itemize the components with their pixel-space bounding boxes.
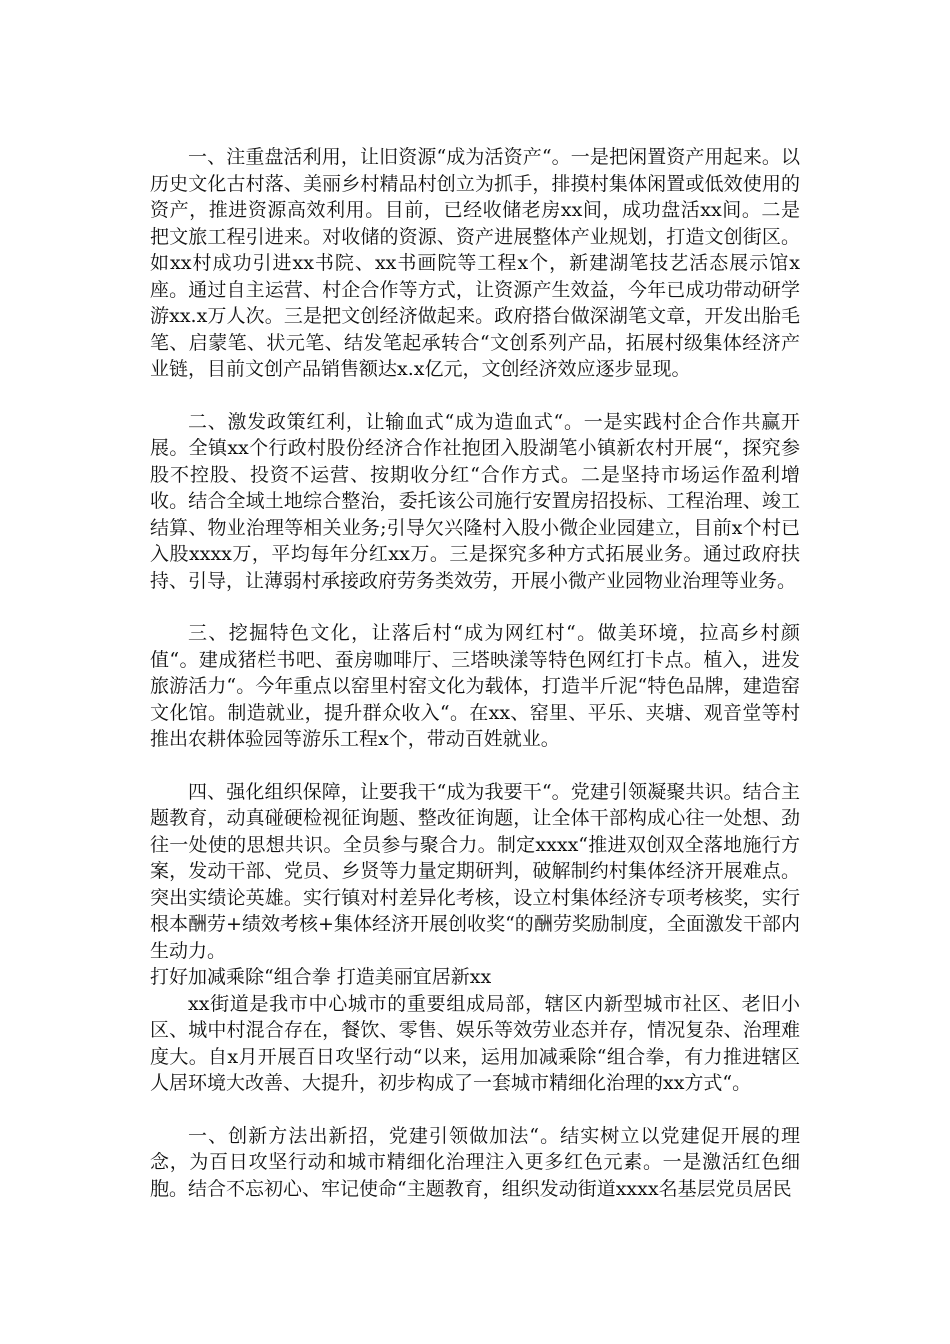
paragraph-characteristic-culture: 三、挖掘特色文化，让落后村“成为网红村“。做美环境，拉高乡村颜值“。建成猪栏书吧、蚕房咖啡厅、三塔映漾等特色网红打卡点。植入，进发旅游活力“。今年重点以窑里村窑文化为载体，打造半斤泥“特色品牌，建造窑文化馆。制造就业，提升群众收入“。在xx、窑里、平乐、夹塘、观音堂等村推出农耕体验园等游乐工程x个，带动百姓就业。 [150, 622, 800, 750]
paragraph-street-intro: xx街道是我市中心城市的重要组成局部，辖区内新型城市社区、老旧小区、城中村混合存在，餐饮、零售、娱乐等效劳业态并存，情况复杂、治理难度大。自x月开展百日攻坚行动“以来，运用加减乘除“组合拳，有力推进辖区人居环境大改善、大提升，初步构成了一套城市精细化治理的xx方式“。 [150, 992, 800, 1094]
section-title: 打好加减乘除“组合拳 打造美丽宜居新xx [150, 966, 492, 988]
document-body [150, 144, 800, 1202]
paragraph-organization-guarantee: 四、强化组织保障，让要我干“成为我要干“。党建引领凝聚共识。结合主题教育，动真碰硬检视征询题、整改征询题，让全体干部构成心往一处想、劲往一处使的思想共识。全员参与聚合力。制定xxxx“推进双创双全落地施行方案，发动干部、党员、乡贤等力量定期研判，破解制约村集体经济开展难点。突出实绩论英雄。实行镇对村差异化考核，设立村集体经济专项考核奖，实行根本酬劳+绩效考核+集体经济开展创收奖“的酬劳奖励制度，全面激发干部内生动力。 [150, 780, 800, 962]
paragraph-policy-dividend: 二、激发政策红利，让输血式“成为造血式“。一是实践村企合作共赢开展。全镇xx个行政村股份经济合作社抱团入股湖笔小镇新农村开展“，探究参股不控股、投资不运营、按期收分红“合作方式。二是坚持市场运作盈利增收。结合全域土地综合整治，委托该公司施行安置房招投标、工程治理、竣工结算、物业治理等相关业务;引导欠兴隆村入股小微企业园建立，目前x个村已入股xxxx万，平均每年分红xx万。三是探究多种方式拓展业务。通过政府扶持、引导，让薄弱村承接政府劳务类效劳，开展小微产业园物业治理等业务。 [150, 410, 800, 592]
paragraph-asset-revitalization: 一、注重盘活利用，让旧资源“成为活资产“。一是把闲置资产用起来。以历史文化古村落、美丽乡村精品村创立为抓手，排摸村集体闲置或低效使用的资产，推进资源高效利用。目前，已经收储老房xx间，成功盘活xx间。二是把文旅工程引进来。对收储的资源、资产进展整体产业规划，打造文创街区。如xx村成功引进xx书院、xx书画院等工程x个，新建湖笔技艺活态展示馆x座。通过自主运营、村企合作等方式，让资源产生效益，今年已成功带动研学游xx.x万人次。三是把文创经济做起来。政府搭台做深湖笔文章，开发出胎毛笔、启蒙笔、状元笔、结发笔起承转合“文创系列产品，拓展村级集体经济产业链，目前文创产品销售额达x.x亿元，文创经济效应逐步显现。 [150, 146, 800, 380]
paragraph-party-building: 一、创新方法出新招，党建引领做加法“。结实树立以党建促开展的理念，为百日攻坚行动和城市精细化治理注入更多红色元素。一是激活红色细胞。结合不忘初心、牢记使命“主题教育，组织发动街道xxxx名基层党员居民 [150, 1124, 800, 1200]
